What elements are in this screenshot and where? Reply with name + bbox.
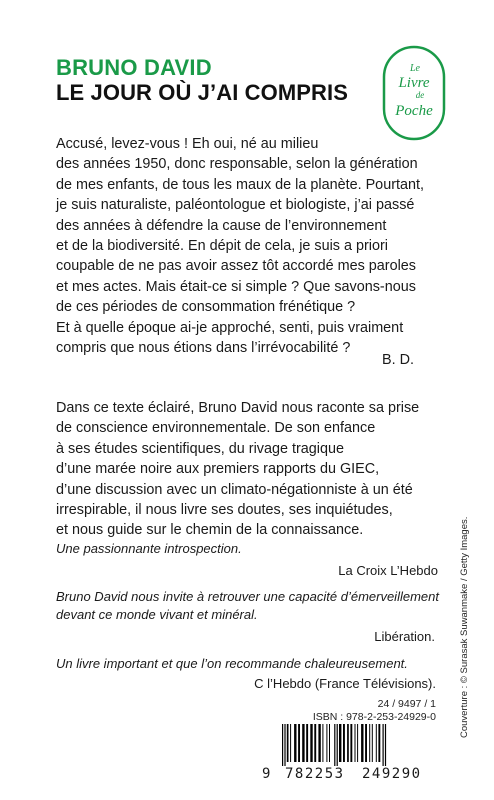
blurb-line: de conscience environnementale. De son enfance <box>56 420 376 437</box>
pitch-line: coupable de ne pas avoir assez tôt accordé mes paroles <box>56 258 416 275</box>
barcode-bar <box>357 724 358 762</box>
barcode-bar <box>302 724 304 762</box>
barcode-bar <box>372 724 373 762</box>
logo-line-1: Le <box>410 63 420 74</box>
barcode-bar <box>314 724 316 762</box>
cover-credit: Couverture : © Surasak Suwanmake / Getty Images. <box>459 516 470 738</box>
pitch-line: des années à défendre la cause de l’environnement <box>56 217 387 234</box>
logo-line-4: Poche <box>395 103 433 119</box>
ean-left-digits: 782253 <box>285 766 345 782</box>
pitch-text <box>56 134 446 358</box>
pitch-line: et mes actes. Mais était-ce si simple ? Que savons-nous <box>56 278 416 295</box>
review-quote: Un livre important et que l’on recommande chaleureusement. <box>56 656 408 671</box>
isbn-number: ISBN : 978-2-253-24929-0 <box>312 711 436 723</box>
barcode-bar <box>361 724 363 762</box>
barcode-bar <box>287 724 289 762</box>
book-title: LE JOUR OÙ J’AI COMPRIS <box>56 80 349 105</box>
review-quote: Une passionnante introspection. <box>56 541 242 556</box>
barcode-bar <box>378 724 380 762</box>
author-name: BRUNO DAVID <box>56 55 212 80</box>
barcode-bar <box>322 724 323 762</box>
barcode-bar <box>337 724 338 766</box>
barcode-bar <box>329 724 330 762</box>
barcode-bar <box>376 724 377 762</box>
barcode-bar <box>365 724 367 762</box>
barcode <box>270 724 440 766</box>
blurb-line: Dans ce texte éclairé, Bruno David nous raconte sa prise <box>56 400 420 416</box>
barcode-bar <box>306 724 308 762</box>
author-signature: B. D. <box>382 352 414 368</box>
review-source: La Croix L’Hebdo <box>338 563 438 578</box>
review-quote: Bruno David nous invite à retrouver une capacité d’émerveillement <box>56 589 439 604</box>
ean-right-digits: 249290 <box>362 766 422 782</box>
barcode-bar <box>310 724 312 762</box>
pitch-line: et de la biodiversité. En dépit de cela, je suis a priori <box>56 238 388 255</box>
blurb-line: à ses études scientifiques, du rivage tragique <box>56 440 344 457</box>
pitch-line: compris que nous étions dans l’irrévocabilité ? <box>56 340 351 357</box>
barcode-bar <box>355 724 356 762</box>
blurb-line: irrespirable, il nous livre ses doutes, ses inquiétudes, <box>56 502 393 519</box>
logo-line-2: Livre <box>398 75 430 91</box>
barcode-bar <box>290 724 291 762</box>
barcode-bar <box>294 724 296 762</box>
pitch-line: Accusé, levez-vous ! Eh oui, né au milieu <box>56 136 319 152</box>
barcode-bar <box>383 724 384 766</box>
barcode-bar <box>350 724 352 762</box>
blurb-text <box>56 398 446 541</box>
pitch-line: de mes enfants, de tous les maux de la planète. Pourtant, <box>56 176 424 193</box>
barcode-bar <box>298 724 300 762</box>
barcode-bar <box>385 724 386 766</box>
pitch-line: Et à quelle époque ai-je approché, senti, puis vraiment <box>56 319 404 336</box>
barcode-bar <box>339 724 341 762</box>
blurb-line: et nous guide sur le chemin de la connaissance. <box>56 522 364 539</box>
logo-line-3: de <box>415 90 425 100</box>
review-quote: devant ce monde vivant et minéral. <box>56 607 258 622</box>
barcode-bar <box>284 724 285 766</box>
pitch-line: des années 1950, donc responsable, selon la génération <box>56 156 418 173</box>
pitch-line: je suis naturaliste, paléontologue et biologiste, j’ai passé <box>56 197 415 214</box>
barcode-bar <box>369 724 370 762</box>
barcode-bar <box>282 724 283 766</box>
blurb-line: d’une marée noire aux premiers rapports du GIEC, <box>56 461 380 478</box>
barcode-bar <box>334 724 335 766</box>
barcode-bar <box>347 724 349 762</box>
blurb-line: d’une discussion avec un climato-négationniste à un été <box>56 481 413 498</box>
ean-lead-digit: 9 <box>262 766 272 782</box>
barcode-bar <box>343 724 345 762</box>
publisher-logo <box>382 45 446 141</box>
review-source: Libération. <box>374 629 435 644</box>
catalog-number: 24 / 9497 / 1 <box>377 698 436 710</box>
pitch-line: de ces périodes de consommation frénétique ? <box>56 299 356 316</box>
review-source: C l’Hebdo (France Télévisions). <box>254 676 436 691</box>
barcode-bar <box>326 724 327 762</box>
barcode-bar <box>318 724 320 762</box>
